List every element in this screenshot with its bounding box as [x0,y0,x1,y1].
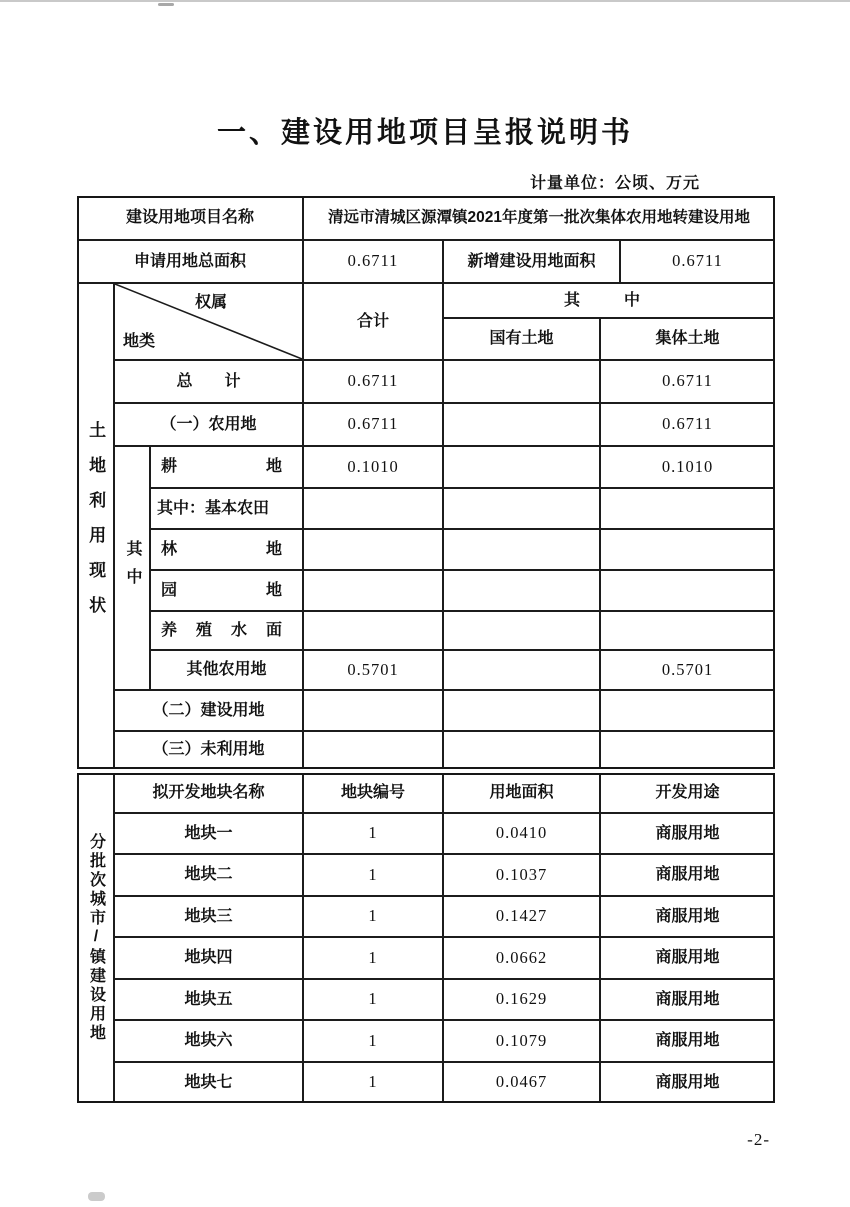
scan-smudge-bottom [88,1192,105,1201]
corner-label-land-class: 地类 [123,333,156,350]
row-collective-basic-farmland [600,488,775,529]
row-state-basic-farmland [443,488,600,529]
parcel-1-name: 地块一 [114,813,303,854]
new-area-value-cell: 0.6711 [620,240,775,283]
parcel-2-no: 1 [303,854,443,896]
parcel-3-no: 1 [303,896,443,937]
row-collective-other-agricultural: 0.5701 [600,650,775,690]
parcel-3-use: 商服用地 [600,896,775,937]
row-collective-forest [600,529,775,570]
scan-edge-top [0,0,850,2]
row-state-aquaculture [443,611,600,650]
parcel-7-no: 1 [303,1062,443,1103]
col-header-collective-land: 集体土地 [600,318,775,360]
parcel-4-area: 0.0662 [443,937,600,979]
scan-speck-top [158,3,174,6]
parcel-4-name: 地块四 [114,937,303,979]
row-total-grand-total: 0.6711 [303,360,443,403]
parcel-1-no: 1 [303,813,443,854]
page-number: -2- [747,1130,770,1149]
row-collective-construction [600,690,775,731]
parcels-section-label-text: 分批次城市/镇建设用地 [87,833,105,1043]
row-state-garden [443,570,600,611]
parcel-header-no: 地块编号 [303,773,443,813]
parcel-header-area: 用地面积 [443,773,600,813]
parcel-7-name: 地块七 [114,1062,303,1103]
row-collective-grand-total: 0.6711 [600,360,775,403]
parcel-6-use: 商服用地 [600,1020,775,1062]
row-state-forest [443,529,600,570]
parcel-4-no: 1 [303,937,443,979]
row-label-basic-farmland: 其中：基本农田 [150,488,303,529]
total-area-value-cell: 0.6711 [303,240,443,283]
diagonal-header-cell [114,283,303,360]
land-use-section-label [77,283,114,769]
parcels-section-label [77,773,114,1103]
row-state-other-agricultural [443,650,600,690]
parcel-1-area: 0.0410 [443,813,600,854]
row-label-aquaculture: 养 殖 水 面 [150,611,303,650]
parcel-3-name: 地块三 [114,896,303,937]
row-total-other-agricultural: 0.5701 [303,650,443,690]
among-sub-strip-text: 其中 [124,540,141,596]
row-state-unused [443,731,600,769]
row-label-unused: （三）未利用地 [114,731,303,769]
total-area-label-cell: 申请用地总面积 [77,240,303,283]
parcel-header-name: 拟开发地块名称 [114,773,303,813]
parcel-2-area: 0.1037 [443,854,600,896]
row-total-forest [303,529,443,570]
parcel-6-no: 1 [303,1020,443,1062]
project-name-value-cell: 清远市清城区源潭镇2021年度第一批次集体农用地转建设用地 [303,196,775,240]
parcel-7-use: 商服用地 [600,1062,775,1103]
row-label-forest: 林地 [150,529,303,570]
parcel-2-name: 地块二 [114,854,303,896]
row-state-grand-total [443,360,600,403]
row-total-unused [303,731,443,769]
row-collective-cultivated: 0.1010 [600,446,775,488]
row-label-cultivated: 耕地 [150,446,303,488]
col-header-state-land: 国有土地 [443,318,600,360]
row-total-agricultural: 0.6711 [303,403,443,446]
row-state-agricultural [443,403,600,446]
parcel-5-area: 0.1629 [443,979,600,1020]
parcel-header-use: 开发用途 [600,773,775,813]
parcel-6-area: 0.1079 [443,1020,600,1062]
measurement-unit-note: 计量单位：公顷、万元 [529,175,700,192]
row-label-grand-total: 总 计 [114,360,303,403]
project-name-label-cell: 建设用地项目名称 [77,196,303,240]
land-use-section-label-text: 土地利用现状 [86,421,106,631]
parcel-5-use: 商服用地 [600,979,775,1020]
row-collective-agricultural: 0.6711 [600,403,775,446]
col-header-among: 其 中 [443,283,775,318]
parcel-3-area: 0.1427 [443,896,600,937]
parcel-4-use: 商服用地 [600,937,775,979]
row-label-garden: 园地 [150,570,303,611]
row-total-cultivated: 0.1010 [303,446,443,488]
col-header-total: 合计 [303,283,443,360]
parcel-6-name: 地块六 [114,1020,303,1062]
row-collective-garden [600,570,775,611]
corner-label-ownership: 权属 [195,294,228,311]
row-state-cultivated [443,446,600,488]
parcel-5-name: 地块五 [114,979,303,1020]
parcel-7-area: 0.0467 [443,1062,600,1103]
row-collective-aquaculture [600,611,775,650]
new-area-label-cell: 新增建设用地面积 [443,240,620,283]
row-total-aquaculture [303,611,443,650]
row-label-agricultural: （一）农用地 [114,403,303,446]
row-total-basic-farmland [303,488,443,529]
row-total-garden [303,570,443,611]
parcel-5-no: 1 [303,979,443,1020]
row-total-construction [303,690,443,731]
page-title: 一、建设用地项目呈报说明书 [216,117,633,149]
among-sub-strip [114,446,150,690]
parcel-2-use: 商服用地 [600,854,775,896]
parcel-1-use: 商服用地 [600,813,775,854]
row-label-construction: （二）建设用地 [114,690,303,731]
row-collective-unused [600,731,775,769]
row-state-construction [443,690,600,731]
row-label-other-agricultural: 其他农用地 [150,650,303,690]
